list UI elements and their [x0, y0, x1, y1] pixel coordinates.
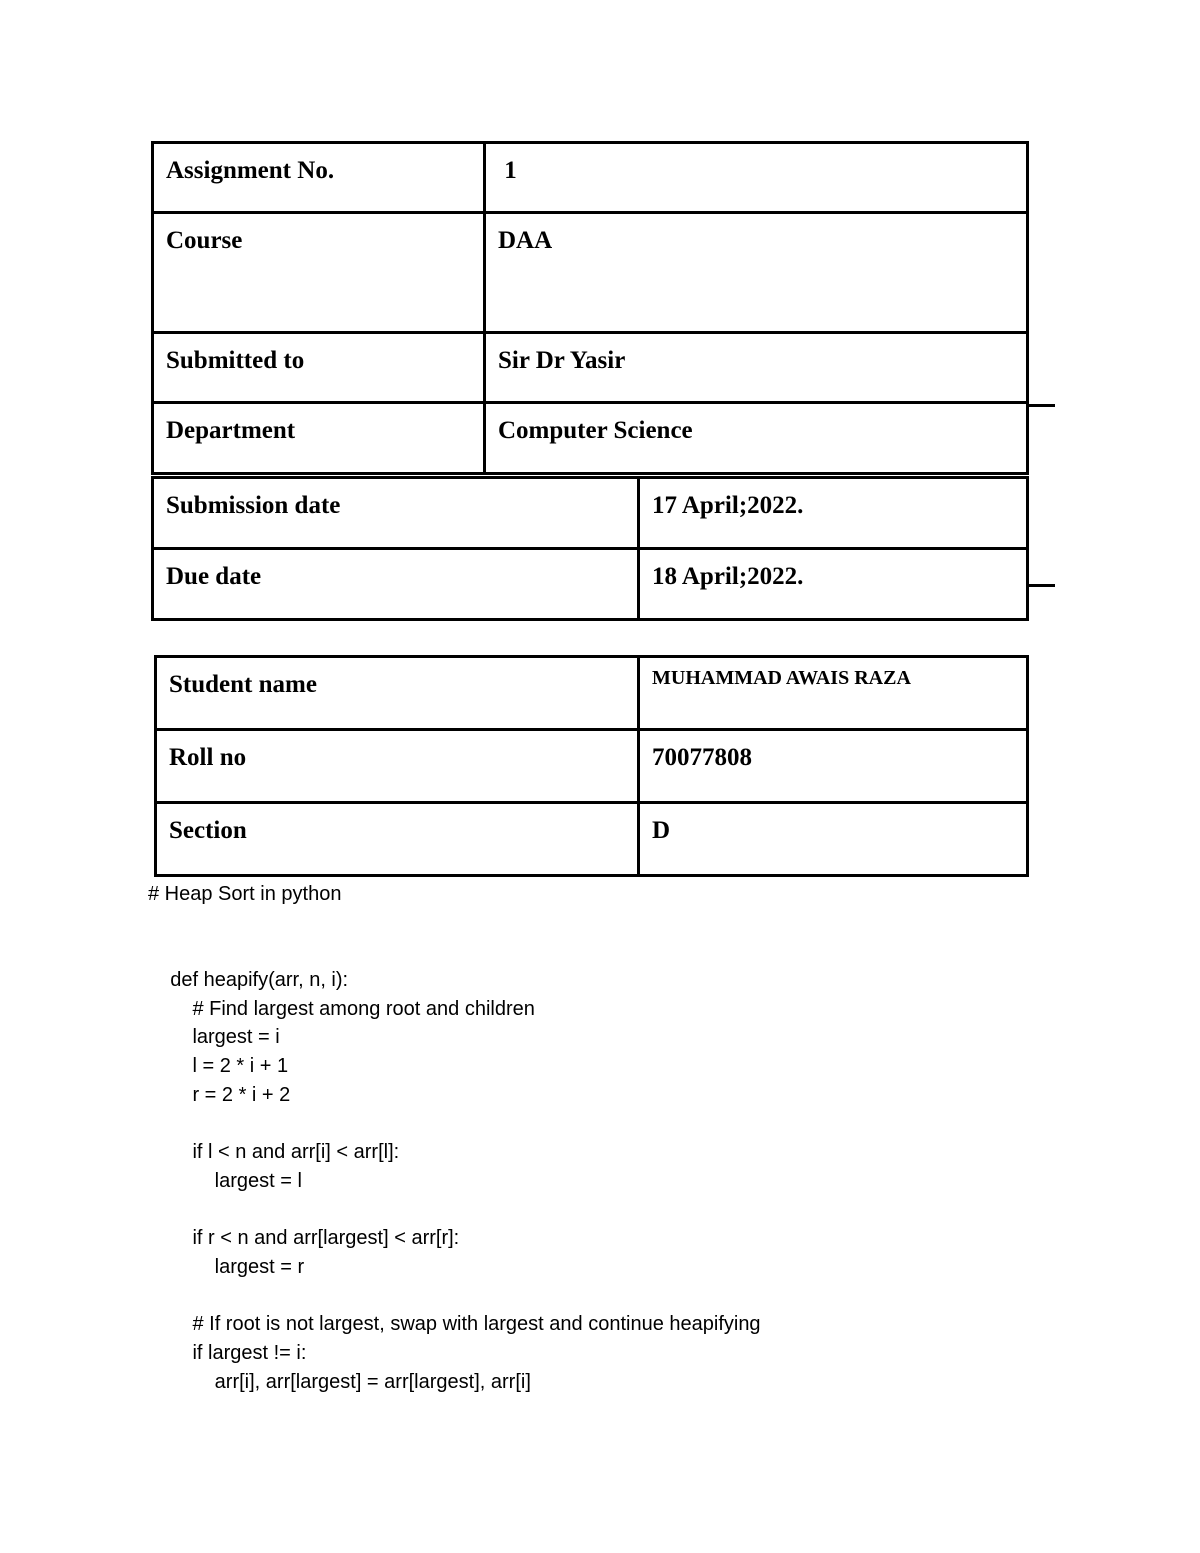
roll-no-value: 70077808	[639, 730, 1028, 803]
student-name-label: Student name	[156, 657, 639, 730]
submission-date-value: 17 April;2022.	[639, 478, 1028, 549]
table-row	[153, 143, 1028, 213]
assignment-no-label: Assignment No.	[153, 143, 485, 213]
code-line: largest = r	[148, 1255, 305, 1278]
code-line: # Find largest among root and children	[148, 997, 535, 1020]
submission-date-label: Submission date	[153, 478, 639, 549]
code-line: # If root is not largest, swap with largest and continue heapifying	[148, 1313, 761, 1336]
section-value: D	[639, 803, 1028, 876]
code-line: if r < n and arr[largest] < arr[r]:	[148, 1227, 460, 1250]
code-line	[148, 937, 761, 966]
table-row	[153, 478, 1028, 549]
table-row	[153, 549, 1028, 620]
table-border-extension	[1027, 404, 1055, 407]
code-line	[148, 1282, 761, 1311]
course-label: Course	[153, 213, 485, 333]
table-row	[156, 803, 1028, 876]
code-line: l = 2 * i + 1	[148, 1055, 289, 1078]
table-row	[156, 730, 1028, 803]
code-line	[148, 1110, 761, 1139]
department-value: Computer Science	[485, 403, 1028, 474]
code-block	[148, 880, 761, 1396]
code-line: largest = i	[148, 1026, 280, 1049]
roll-no-label: Roll no	[156, 730, 639, 803]
assignment-no-value: 1	[485, 143, 1028, 213]
due-date-label: Due date	[153, 549, 639, 620]
table-border-extension	[1027, 584, 1055, 587]
code-line: largest = l	[148, 1169, 302, 1192]
code-line: if largest != i:	[148, 1342, 307, 1364]
code-line: if l < n and arr[i] < arr[l]:	[148, 1141, 400, 1164]
code-line: arr[i], arr[largest] = arr[largest], arr[i]	[148, 1370, 531, 1393]
code-line: # Heap Sort in python	[148, 883, 342, 905]
code-line	[148, 1196, 761, 1225]
table-row	[153, 333, 1028, 403]
student-info-table	[154, 655, 1029, 877]
table-row	[156, 657, 1028, 730]
code-line	[148, 909, 761, 938]
code-line: r = 2 * i + 2	[148, 1083, 291, 1106]
student-name-value: MUHAMMAD AWAIS RAZA	[639, 657, 1028, 730]
course-value: DAA	[485, 213, 1028, 333]
department-label: Department	[153, 403, 485, 474]
submitted-to-value: Sir Dr Yasir	[485, 333, 1028, 403]
dates-table	[151, 476, 1029, 621]
code-line: def heapify(arr, n, i):	[148, 969, 349, 992]
table-row	[153, 403, 1028, 474]
section-label: Section	[156, 803, 639, 876]
due-date-value: 18 April;2022.	[639, 549, 1028, 620]
assignment-info-table	[151, 141, 1029, 475]
table-row	[153, 213, 1028, 333]
submitted-to-label: Submitted to	[153, 333, 485, 403]
